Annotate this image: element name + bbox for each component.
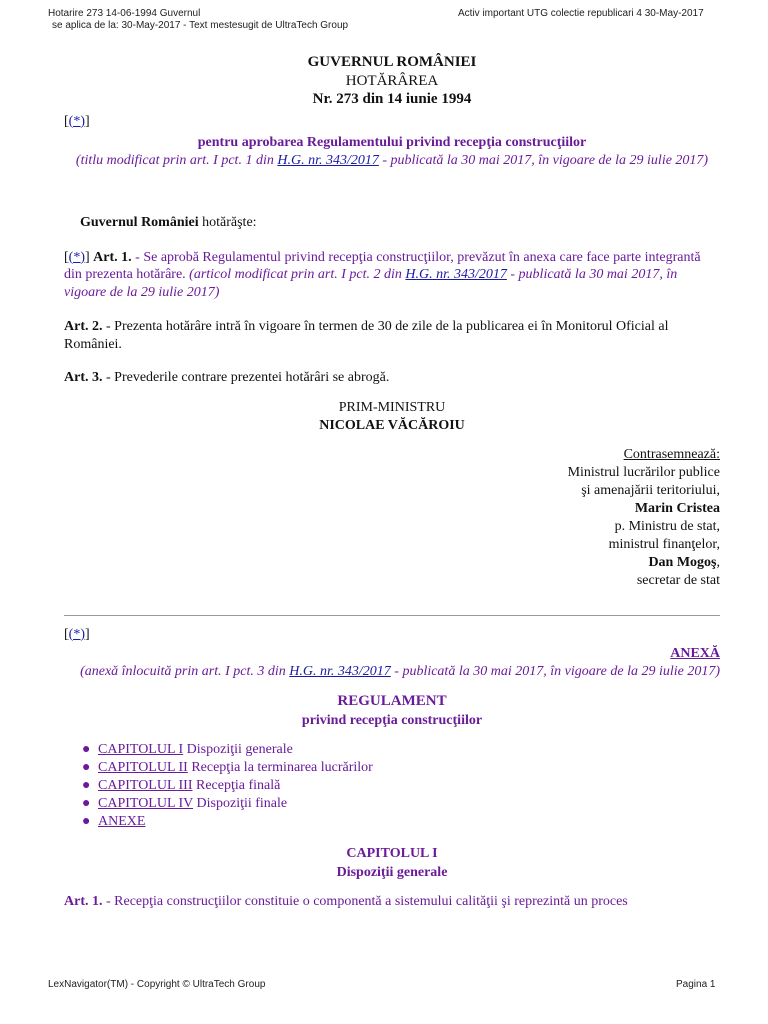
chapter-title: CAPITOLUL I bbox=[346, 846, 438, 861]
article-2: Art. 2. - Prezenta hotărâre intră în vigoare în termen de 30 de zile de la publicarea ei în Monitorul Oficial al României. bbox=[64, 319, 669, 352]
toc-item: ● CAPITOLUL II Recepţia la terminarea lucrărilor bbox=[82, 760, 373, 775]
toc-item: ● CAPITOLUL III Recepţia finală bbox=[82, 778, 281, 793]
countersign-name: Dan Mogoş, bbox=[648, 554, 720, 570]
section-divider bbox=[64, 615, 720, 616]
toc-link-annexes[interactable]: ANEXE bbox=[98, 814, 146, 829]
countersign-line: şi amenajării teritoriului, bbox=[581, 482, 720, 498]
header-applies-from: se aplica de la: 30-May-2017 - Text mestesugit de UltraTech Group bbox=[52, 20, 349, 31]
regulation-title: REGULAMENT bbox=[337, 693, 447, 709]
pm-name: NICOLAE VĂCĂROIU bbox=[319, 418, 465, 433]
toc-link-chapter-2[interactable]: CAPITOLUL II bbox=[98, 760, 188, 775]
annex-title: ANEXĂ bbox=[670, 646, 720, 661]
toc-link-chapter-3[interactable]: CAPITOLUL III bbox=[98, 778, 193, 793]
document-body bbox=[64, 54, 720, 911]
chapter-article-1: Art. 1. - Recepţia construcţiilor constituie o componentă a sistemului calităţii şi reprezintă un proces bbox=[64, 894, 628, 909]
countersign-line: p. Ministru de stat, bbox=[614, 518, 720, 534]
doc-number-date: Nr. 273 din 14 iunie 1994 bbox=[312, 91, 472, 107]
ref-note-title: [(*)] bbox=[64, 113, 90, 129]
header-collection: Activ important UTG colectie republicari 4 30-May-2017 bbox=[458, 8, 704, 19]
issuer: GUVERNUL ROMÂNIEI bbox=[307, 54, 477, 70]
countersignature bbox=[64, 446, 720, 590]
countersign-name: Marin Cristea bbox=[634, 500, 720, 516]
toc-item: ● CAPITOLUL IV Dispoziţii finale bbox=[82, 796, 288, 811]
article-1: [(*)] Art. 1. - Se aprobă Regulamentul privind recepţia construcţiilor, prevăzut în anexa care face parte integrantă din prezenta hotărâre. (articol modificat prin art. I pct. 2 din H.G. nr. 343/2017 - publicată la 30 mai 2017, în vigoare de la 29 iulie 2017) bbox=[64, 249, 701, 300]
countersign-title: Contrasemnează: bbox=[623, 446, 720, 462]
ref-note-annex: [(*)] bbox=[64, 626, 90, 642]
ref-link[interactable]: (*) bbox=[68, 249, 85, 265]
intro-paragraph: Guvernul României hotărăşte: bbox=[80, 215, 257, 230]
regulation-subtitle: privind recepţia construcţiilor bbox=[301, 712, 483, 728]
doc-type: HOTĂRÂREA bbox=[345, 72, 439, 89]
bullet-icon: ● bbox=[82, 778, 91, 793]
toc-item bbox=[82, 813, 720, 831]
footer-copyright: LexNavigator(TM) - Copyright © UltraTech Group bbox=[48, 979, 266, 990]
table-of-contents bbox=[64, 741, 720, 831]
bullet-icon: ● bbox=[82, 760, 91, 775]
chapter-subtitle: Dispoziţii generale bbox=[336, 864, 448, 880]
countersign-line: Ministrul lucrărilor publice bbox=[567, 464, 720, 480]
toc-link-chapter-1[interactable]: CAPITOLUL I bbox=[98, 742, 184, 757]
bullet-icon: ● bbox=[82, 796, 91, 811]
title-modification-note: (titlu modificat prin art. I pct. 1 din H.G. nr. 343/2017 - publicată la 30 mai 2017, în vigoare de la 29 iulie 2017) bbox=[75, 152, 709, 168]
doc-title: pentru aprobarea Regulamentului privind recepţia construcţiilor bbox=[197, 135, 587, 150]
annex-modification-note: (anexă înlocuită prin art. I pct. 3 din H.G. nr. 343/2017 - publicată la 30 mai 2017, în vigoare de la 29 iulie 2017) bbox=[80, 663, 720, 679]
bullet-icon: ● bbox=[82, 742, 91, 757]
bullet-icon: ● bbox=[82, 814, 91, 829]
ref-link[interactable]: (*) bbox=[68, 626, 85, 642]
pm-title: PRIM-MINISTRU bbox=[338, 399, 446, 415]
hg-343-link[interactable]: H.G. nr. 343/2017 bbox=[405, 267, 507, 282]
countersign-line: secretar de stat bbox=[636, 572, 720, 588]
toc-link-chapter-4[interactable]: CAPITOLUL IV bbox=[98, 796, 194, 811]
hg-343-link[interactable]: H.G. nr. 343/2017 bbox=[277, 152, 379, 168]
toc-item: ● CAPITOLUL I Dispoziţii generale bbox=[82, 742, 293, 757]
article-3: Art. 3. - Prevederile contrare prezentei hotărâri se abrogă. bbox=[64, 370, 390, 385]
hg-343-link[interactable]: H.G. nr. 343/2017 bbox=[289, 663, 391, 679]
ref-link[interactable]: (*) bbox=[68, 113, 85, 129]
header-doc-ref: Hotarire 273 14-06-1994 Guvernul bbox=[48, 8, 201, 19]
countersign-line: ministrul finanţelor, bbox=[608, 536, 720, 552]
footer-page-number: Pagina 1 bbox=[676, 979, 716, 990]
